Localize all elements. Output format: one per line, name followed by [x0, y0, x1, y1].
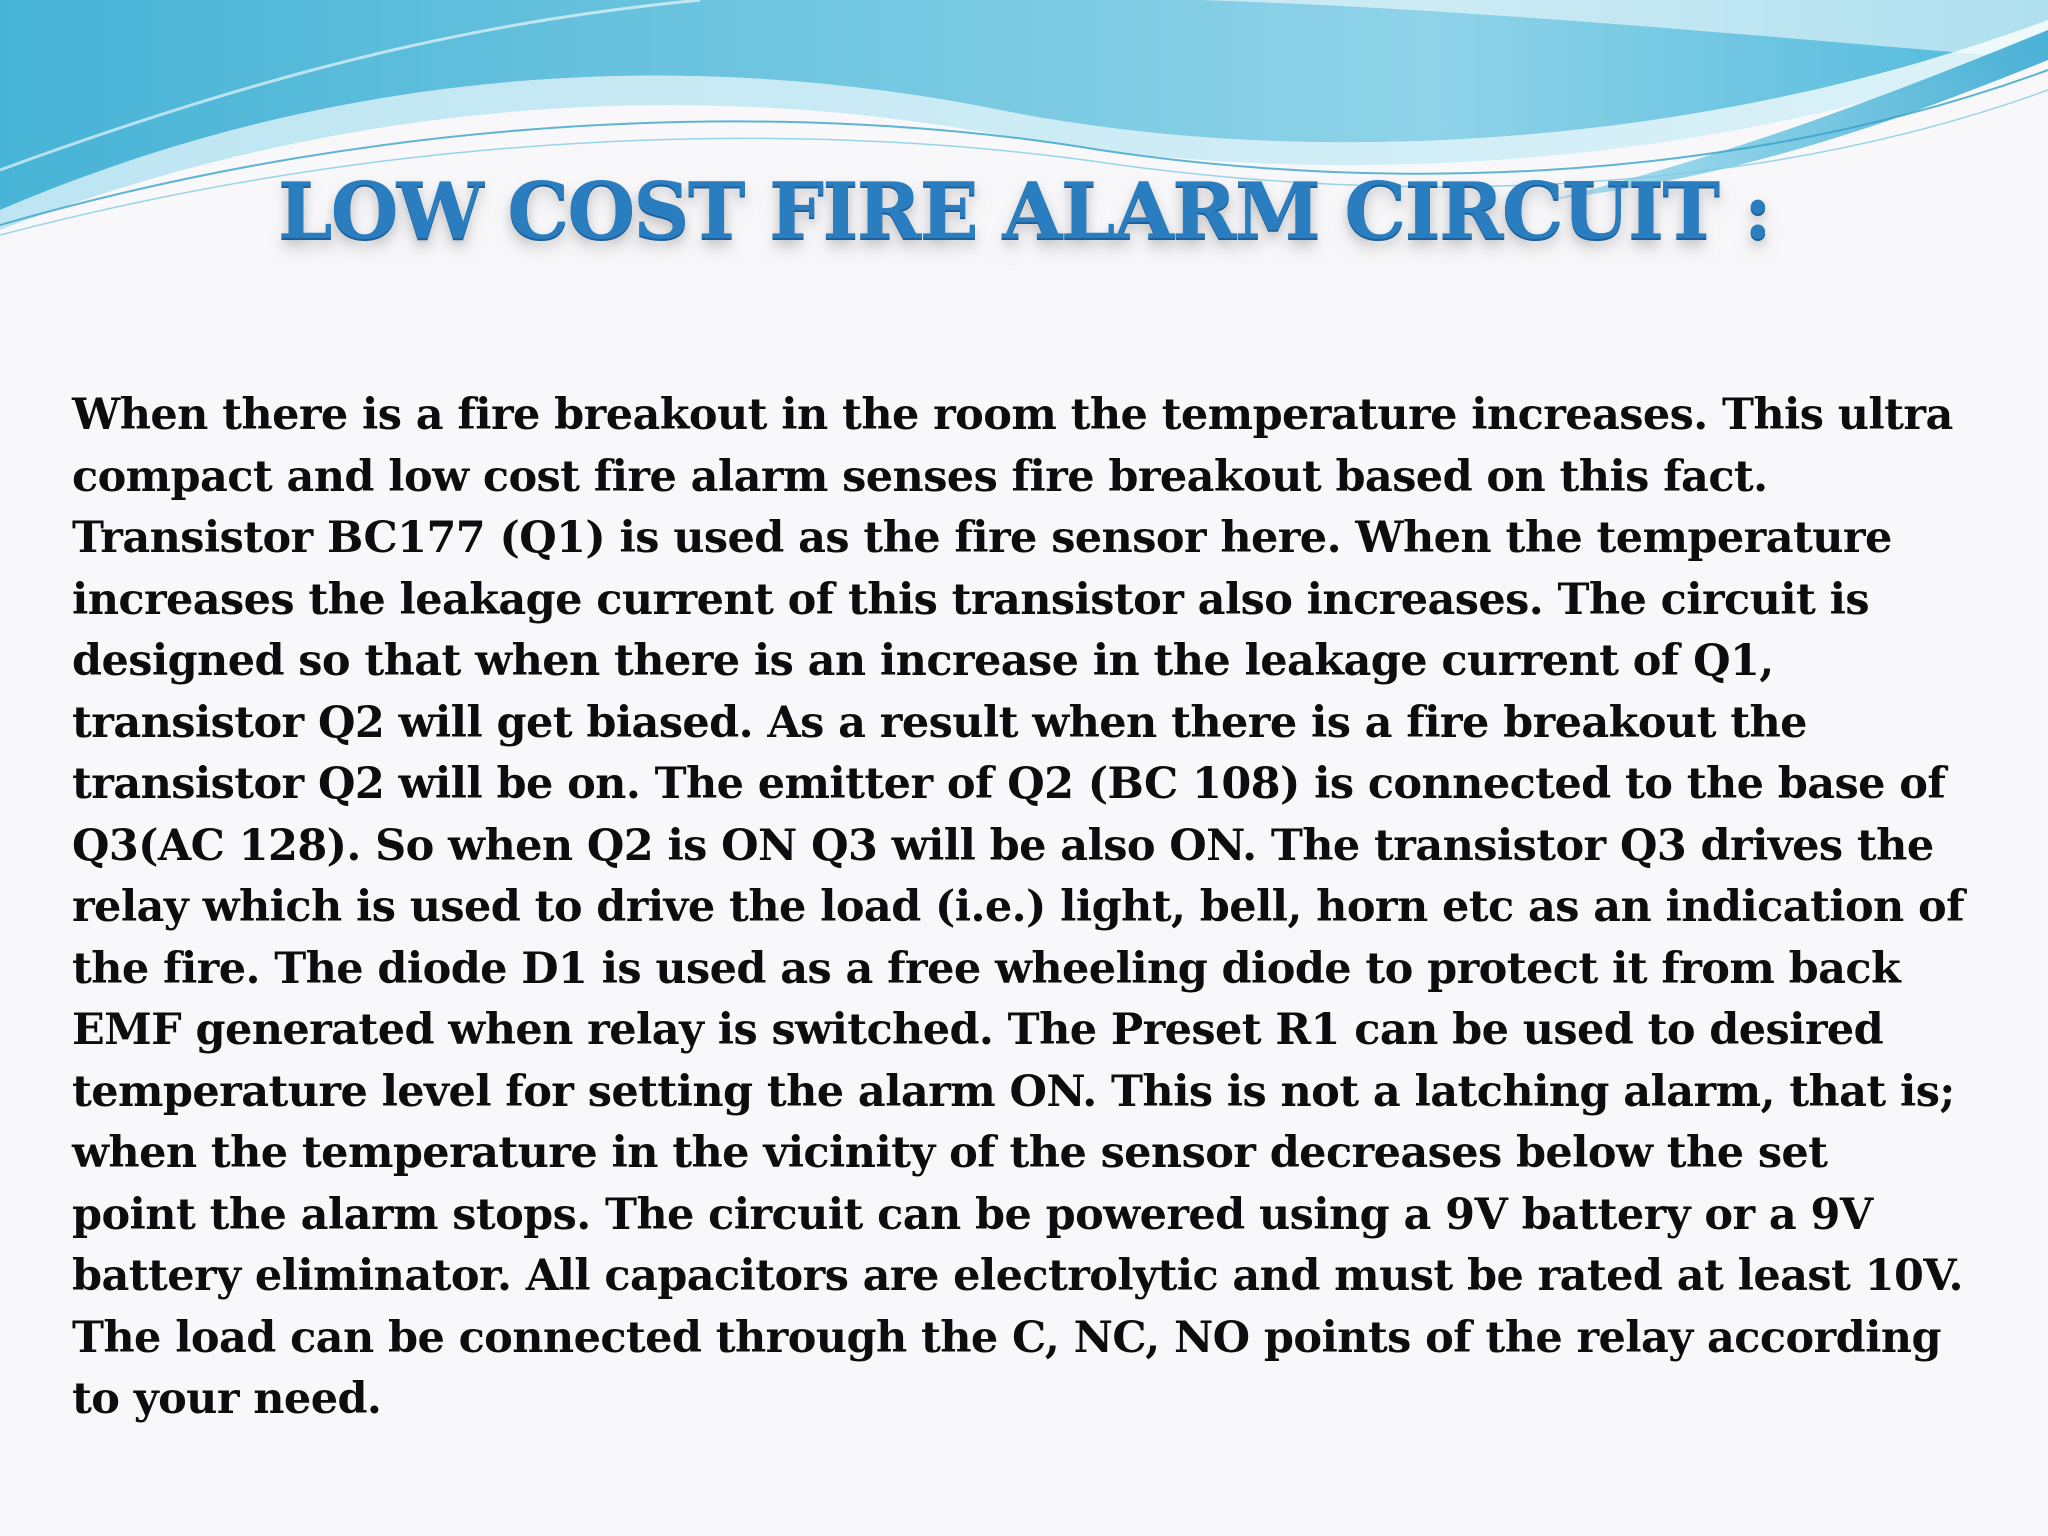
body-line: when the temperature in the vicinity of the sensor decreases below the set — [72, 1128, 1828, 1178]
body-line: The load can be connected through the C, NC, NO points of the relay according — [72, 1312, 1941, 1363]
body-line: Q3(AC 128). So when Q2 is ON Q3 will be also ON. The transistor Q3 drives the — [72, 820, 1934, 871]
slide-body-paragraph — [72, 385, 1992, 1431]
body-line: battery eliminator. All capacitors are electrolytic and must be rated at least 10V. — [72, 1251, 1963, 1301]
body-line: transistor Q2 will be on. The emitter of Q2 (BC 108) is connected to the base of — [72, 759, 1946, 809]
body-line: compact and low cost fire alarm senses fire breakout based on this fact. — [72, 451, 1768, 502]
body-line: temperature level for setting the alarm ON. This is not a latching alarm, that is; — [72, 1066, 1955, 1117]
body-line: When there is a fire breakout in the room the temperature increases. This ultra — [72, 390, 1953, 440]
body-line: designed so that when there is an increase in the leakage current of Q1, — [72, 636, 1774, 686]
body-line: transistor Q2 will get biased. As a result when there is a fire breakout the — [72, 697, 1807, 748]
body-line: point the alarm stops. The circuit can be powered using a 9V battery or a 9V — [72, 1189, 1873, 1240]
body-line: increases the leakage current of this transistor also increases. The circuit is — [72, 574, 1869, 625]
body-line: to your need. — [72, 1374, 382, 1424]
body-line: EMF generated when relay is switched. The Preset R1 can be used to desired — [72, 1005, 1884, 1055]
body-line: relay which is used to drive the load (i.e.) light, bell, horn etc as an indication of — [72, 882, 1965, 932]
slide-title: LOW COST FIRE ALARM CIRCUIT : — [277, 166, 1771, 257]
body-line: the fire. The diode D1 is used as a free wheeling diode to protect it from back — [72, 943, 1901, 994]
body-line: Transistor BC177 (Q1) is used as the fire sensor here. When the temperature — [72, 513, 1892, 563]
